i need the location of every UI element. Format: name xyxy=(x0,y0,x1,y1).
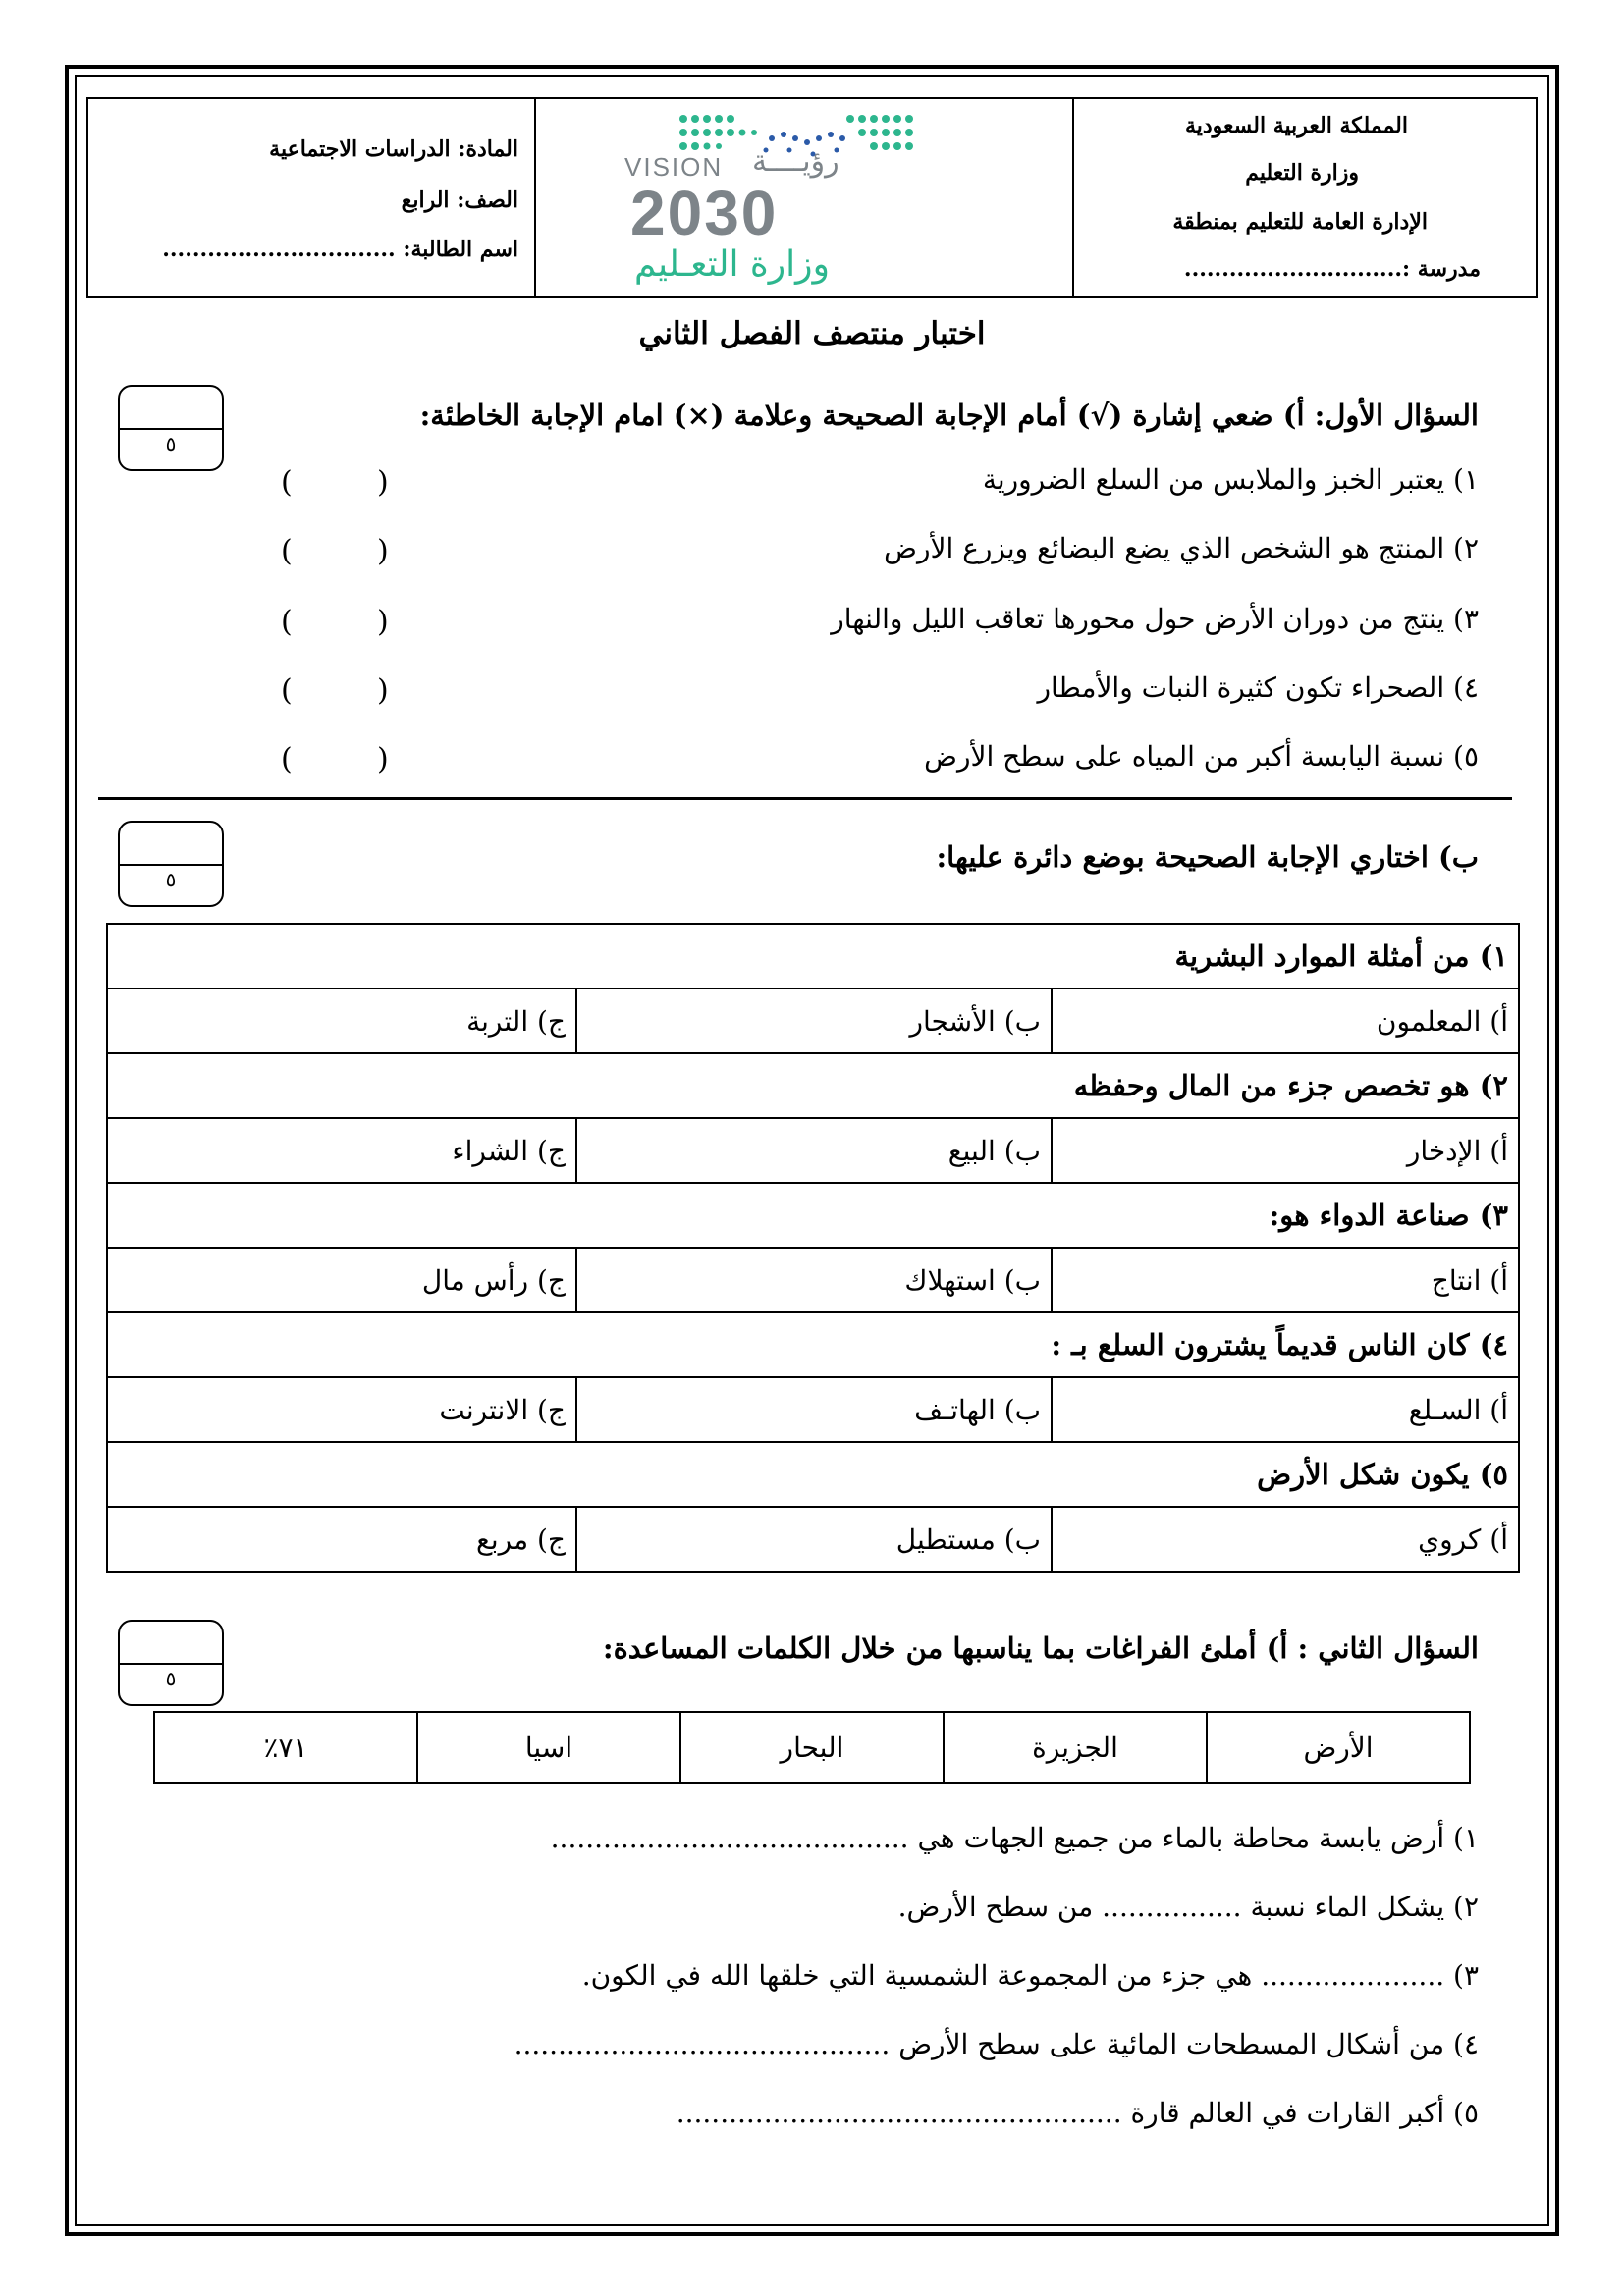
fill-blank-2[interactable]: ٢) يشكل الماء نسبة ................ من سطح الأرض. xyxy=(897,1891,1479,1923)
mcq-5-option-c[interactable]: ج) مربع xyxy=(107,1507,576,1572)
exam-title: اختبار منتصف الفصل الثاني xyxy=(638,316,986,351)
q1b-heading: ب) اختاري الإجابة الصحيحة بوضع دائرة عليها: xyxy=(936,840,1479,874)
q1a-item-5: ٥) نسبة اليابسة أكبر من المياه على سطح الأرض xyxy=(924,740,1479,773)
vision-2030-logo xyxy=(536,99,1072,296)
word-bank-item: اسيا xyxy=(417,1712,680,1783)
word-bank-item: ٧١٪ xyxy=(154,1712,417,1783)
q2a-heading: السؤال الثاني : أ) أملئ الفراغات بما يناسبها من خلال الكلمات المساعدة: xyxy=(602,1631,1479,1665)
student-name-field[interactable]: اسم الطالبة: ............................... xyxy=(162,237,518,262)
q1a-answer-paren-close-3: ) xyxy=(281,605,293,639)
mcq-2-option-a[interactable]: أ) الإدخار xyxy=(1052,1118,1519,1183)
mcq-question-2: ٢) هو تخصص جزء من المال وحفظه xyxy=(107,1053,1519,1118)
education-directorate: الإدارة العامة للتعليم بمنطقة xyxy=(1172,209,1428,235)
mcq-3-option-a[interactable]: أ) انتاج xyxy=(1052,1248,1519,1312)
mcq-1-option-a[interactable]: أ) المعلمون xyxy=(1052,988,1519,1053)
grade-label: الصف: الرابع xyxy=(401,187,518,213)
subject-label: المادة: الدراسات الاجتماعية xyxy=(269,136,518,162)
q1a-answer-paren-close-5: ) xyxy=(281,742,293,776)
q1b-choices-table xyxy=(106,923,1520,1573)
mcq-4-option-a[interactable]: أ) السـلع xyxy=(1052,1377,1519,1442)
q1a-heading: السؤال الأول: أ) ضعي إشارة (√) أمام الإجابة الصحيحة وعلامة (×) امام الإجابة الخاطئة: xyxy=(419,399,1479,432)
fill-blank-5[interactable]: ٥) أكبر القارات في العالم قارة ................................................... xyxy=(676,2097,1479,2129)
q1a-item-4: ٤) الصحراء تكون كثيرة النبات والأمطار xyxy=(1037,671,1479,704)
q1a-answer-paren-close-4: ) xyxy=(281,673,293,708)
fill-blank-3[interactable]: ٣) ..................... هي جزء من المجموعة الشمسية التي خلقها الله في الكون. xyxy=(581,1959,1479,1992)
mcq-5-option-b[interactable]: ب) مستطيل xyxy=(576,1507,1052,1572)
q1a-answer-paren-open-2: ( xyxy=(377,534,389,568)
word-bank-item: الجزيرة xyxy=(944,1712,1207,1783)
q1b-score-box xyxy=(118,821,224,907)
q1a-answer-paren-open-4: ( xyxy=(377,673,389,708)
section-divider xyxy=(98,797,1512,800)
mcq-3-option-b[interactable]: ب) استهلاك xyxy=(576,1248,1052,1312)
q1b-score: ٥ xyxy=(165,868,177,891)
q1a-answer-paren-close-1: ) xyxy=(281,465,293,500)
mcq-question-5: ٥) يكون شكل الأرض xyxy=(107,1442,1519,1507)
mcq-3-option-c[interactable]: ج) رأس مال xyxy=(107,1248,576,1312)
header-ministry-cell xyxy=(1072,99,1536,296)
word-bank-item: البحار xyxy=(680,1712,944,1783)
mcq-5-option-a[interactable]: أ) كروي xyxy=(1052,1507,1519,1572)
q1a-score: ٥ xyxy=(165,432,177,455)
q1a-answer-paren-open-5: ( xyxy=(377,742,389,776)
fill-blank-4[interactable]: ٤) من أشكال المسطحات المائية على سطح الأرض ........................................... xyxy=(514,2028,1479,2060)
mcq-1-option-b[interactable]: ب) الأشجار xyxy=(576,988,1052,1053)
mcq-question-3: ٣) صناعة الدواء هو: xyxy=(107,1183,1519,1248)
header-subject-cell xyxy=(88,99,534,296)
header-table xyxy=(86,97,1538,298)
q1a-answer-paren-close-2: ) xyxy=(281,534,293,568)
q1a-answer-paren-open-3: ( xyxy=(377,605,389,639)
logo-vision-text: VISION xyxy=(624,152,724,182)
ministry-name: وزارة التعليم xyxy=(1245,160,1359,186)
header-logo-cell xyxy=(534,99,1072,296)
mcq-2-option-b[interactable]: ب) البيع xyxy=(576,1118,1052,1183)
logo-ministry-text: وزارة التعـليم xyxy=(634,244,830,285)
mcq-2-option-c[interactable]: ج) الشراء xyxy=(107,1118,576,1183)
school-field: مدرسة :............................. xyxy=(1183,256,1481,282)
q1a-answer-paren-open-1: ( xyxy=(377,465,389,500)
fill-blank-1[interactable]: ١) أرض يابسة محاطة بالماء من جميع الجهات هي ......................................... xyxy=(550,1822,1479,1854)
q1a-item-2: ٢) المنتج هو الشخص الذي يضع البضائع ويزرع الأرض xyxy=(884,532,1479,564)
word-bank-table xyxy=(153,1711,1471,1784)
q1a-score-box xyxy=(118,385,224,471)
q2a-score: ٥ xyxy=(165,1667,177,1690)
logo-year-text: 2030 xyxy=(630,178,779,248)
word-bank-item: الأرض xyxy=(1207,1712,1470,1783)
q2a-score-box xyxy=(118,1620,224,1706)
q1a-item-3: ٣) ينتج من دوران الأرض حول محورها تعاقب الليل والنهار xyxy=(831,603,1479,635)
q1a-item-1: ١) يعتبر الخبز والملابس من السلع الضرورية xyxy=(982,463,1479,496)
mcq-question-1: ١) من أمثلة الموارد البشرية xyxy=(107,924,1519,988)
mcq-question-4: ٤) كان الناس قديماً يشترون السلع بـ : xyxy=(107,1312,1519,1377)
mcq-4-option-b[interactable]: ب) الهاتـف xyxy=(576,1377,1052,1442)
mcq-1-option-c[interactable]: ج) التربة xyxy=(107,988,576,1053)
mcq-4-option-c[interactable]: ج) الانترنت xyxy=(107,1377,576,1442)
country-name: المملكة العربية السعودية xyxy=(1184,113,1408,138)
logo-ruya-text: رؤيــــة xyxy=(752,144,839,179)
